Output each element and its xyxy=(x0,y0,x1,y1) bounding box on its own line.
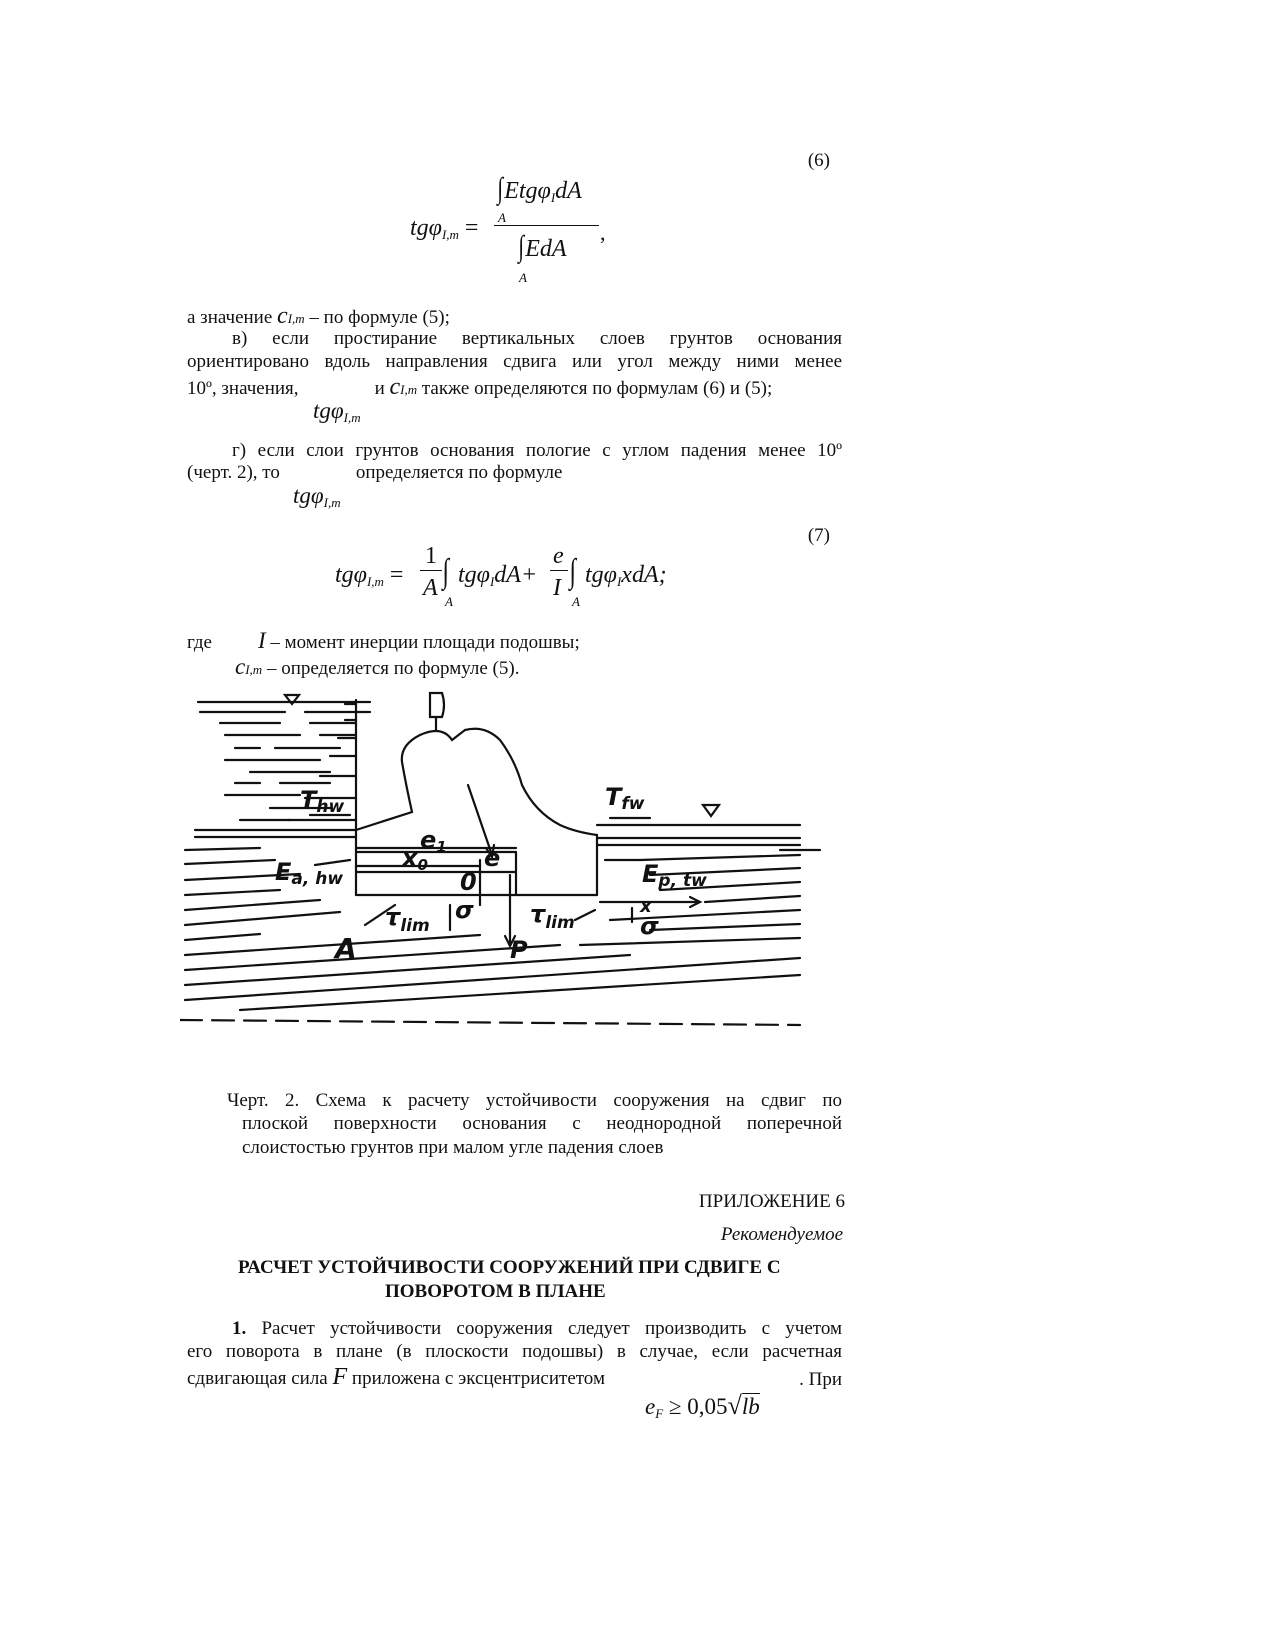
eq6-denominator: EdA xyxy=(525,236,567,262)
label-area-a: A xyxy=(335,932,357,965)
eq6-limit-top: A xyxy=(498,210,506,225)
eq6-lhs: tgφ xyxy=(410,215,442,241)
text-line-1: а значение cI,m – по формуле (5); xyxy=(187,303,450,329)
equation-number-6: (6) xyxy=(807,150,830,171)
label-e: e xyxy=(484,844,501,872)
label-ep-tw: Ep, tw xyxy=(642,860,707,891)
eq6-limit-bottom: A xyxy=(519,270,527,285)
label-tau-lim-1: $\tau_{lim}$ xyxy=(385,903,430,936)
inline-tg-1: tgφ$_{I,m}$ xyxy=(313,398,361,425)
label-thw: Thw xyxy=(300,786,345,817)
figure-caption-line-1: Черт. 2. Схема к расчету устойчивости сооружения на сдвиг по xyxy=(227,1090,842,1111)
label-ea-hw: Ea, hw xyxy=(275,858,344,889)
where-line-1: где I – момент инерции площади подошвы; xyxy=(187,628,580,653)
label-force-p: P xyxy=(510,936,528,964)
label-origin: 0 xyxy=(460,868,477,896)
figure-caption-line-3: слоистостью грунтов при малом угле падения слоев xyxy=(242,1137,664,1158)
eccentricity-condition: $e_F \ge 0,05√lb$ xyxy=(645,1391,760,1421)
appendix-paragraph-line-3: сдвигающая сила F приложена с эксцентриситетом xyxy=(187,1364,605,1390)
appendix-paragraph-line-1: 1. Расчет устойчивости сооружения следует производить с учетом xyxy=(232,1318,842,1339)
appendix-paragraph-line-3-end: . При xyxy=(799,1369,842,1390)
label-sigma-2: σ xyxy=(640,912,659,940)
eq6-fraction-bar xyxy=(494,225,599,226)
label-tfw: Tfw xyxy=(605,783,645,814)
where-line-2: cI,m – определяется по формуле (5). xyxy=(235,654,520,679)
label-sigma-1: σ xyxy=(455,896,474,924)
equation-number-7: (7) xyxy=(807,525,830,546)
text-line-4: 10º, значения, и cI,m также определяются по формулам (6) и (5); xyxy=(187,374,773,400)
inline-tg-2: tgφ$_{I,m}$ xyxy=(293,483,341,510)
eq6-numerator: Etgφ xyxy=(504,178,551,204)
label-e1: e1 xyxy=(420,826,447,856)
appendix-label: ПРИЛОЖЕНИЕ 6 xyxy=(698,1191,845,1212)
appendix-status: Рекомендуемое xyxy=(720,1224,843,1245)
label-tau-lim-2: $\tau_{lim}$ xyxy=(530,900,575,933)
figure-caption-line-2: плоской поверхности основания с неоднородной поперечной xyxy=(242,1113,842,1134)
appendix-title-line-2: ПОВОРОТОМ В ПЛАНЕ xyxy=(385,1281,606,1302)
label-x-axis: x xyxy=(640,896,652,917)
figure-shear-scheme xyxy=(180,690,830,1065)
eq6-lhs-sub: I,m xyxy=(441,227,459,242)
appendix-title-line-1: РАСЧЕТ УСТОЙЧИВОСТИ СООРУЖЕНИЙ ПРИ СДВИГЕ С xyxy=(238,1257,781,1278)
text-line-2: в) если простирание вертикальных слоев грунтов основания xyxy=(232,328,842,349)
text-line-6: (черт. 2), то определяется по формуле xyxy=(187,462,563,483)
text-line-3: ориентировано вдоль направления сдвига или угол между ними менее xyxy=(187,351,842,372)
label-x0: x0 xyxy=(402,844,428,874)
text-line-5: г) если слои грунтов основания пологие с углом падения менее 10º xyxy=(232,440,842,461)
appendix-paragraph-line-2: его поворота в плане (в плоскости подошвы) в случае, если расчетная xyxy=(187,1341,842,1362)
